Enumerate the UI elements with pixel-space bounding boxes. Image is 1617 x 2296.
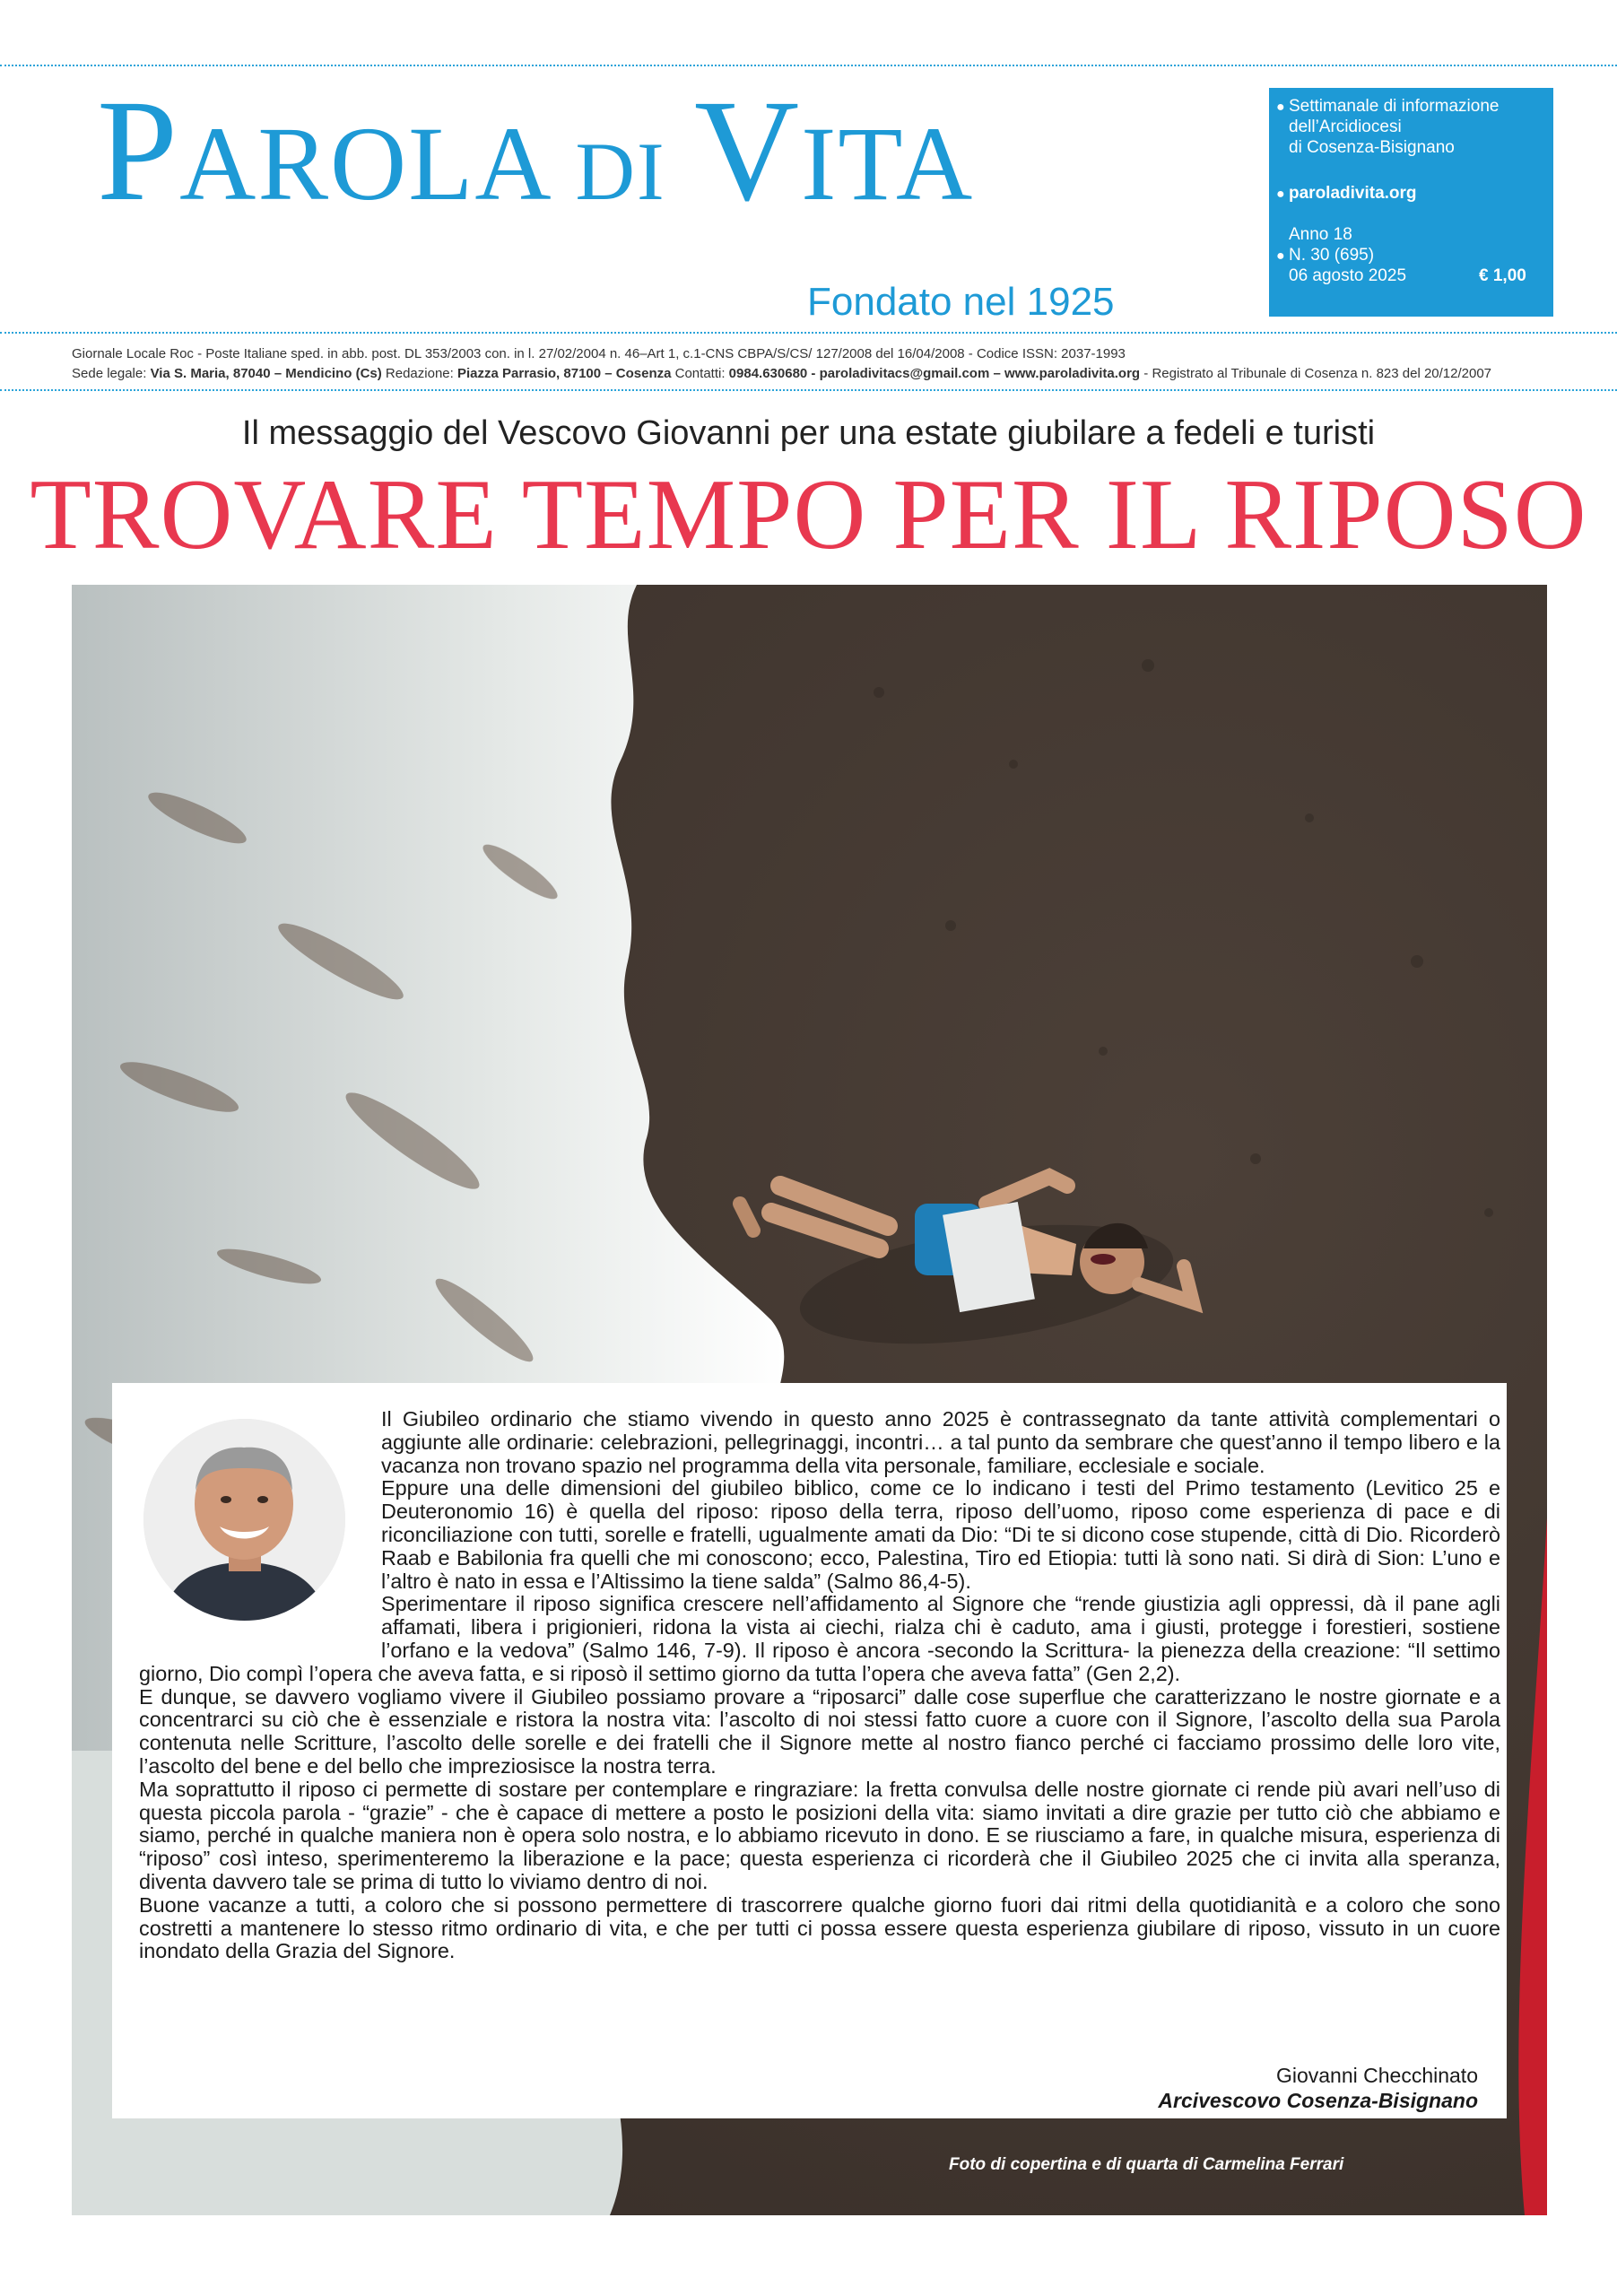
signature bbox=[1158, 2063, 1478, 2113]
legal-bottom-rule bbox=[0, 389, 1617, 391]
legal-line-1: Giornale Locale Roc - Poste Italiane sped. in abb. post. DL 353/2003 con. in l. 27/02/2004 n. 46–Art 1, c.1-CNS CBPA/S/CS/ 127/2008 del 16/04/2008 - Codice ISSN: 2037-1993 bbox=[72, 346, 1126, 361]
sede-label: Sede legale: bbox=[72, 366, 151, 381]
masthead-arola: AROLA bbox=[179, 105, 548, 222]
registrato-text: - Registrato al Tribunale di Cosenza n. 823 del 20/12/2007 bbox=[1140, 366, 1492, 381]
redazione-value: Piazza Parrasio, 87100 – Cosenza bbox=[456, 366, 672, 381]
article-paragraph-6: Buone vacanze a tutti, a coloro che si possono permettere di trascorrere qualche giorno fuori dai ritmi della quotidianità e a coloro che sono costretti a mantenere lo stesso ritmo ordinario di vita, e che per tutti ci possa essere questa esperienza giubilare di riposo, vissuto in un cuore inondato della Grazia del Signore. bbox=[139, 1892, 1500, 1963]
info-numero: N. 30 (695) bbox=[1289, 246, 1375, 265]
founded-tagline: Fondato nel 1925 bbox=[807, 280, 1115, 324]
info-description-line3: di Cosenza-Bisignano bbox=[1289, 138, 1455, 157]
masthead-bottom-rule bbox=[0, 332, 1617, 334]
article-paragraph-4: E dunque, se davvero vogliamo vivere il Giubileo possiamo provare a “riposarci” dalle cose superflue che caratterizzano le nostre giornate e a concentrarci su ciò che è essenziale e ristora la nostra vita: l’ascolto di noi stessi fatto cuore a cuore con il Signore, l’ascolto della sua Parola contenuta nelle Scritture, l’ascolto delle sorelle e dei fratelli che il Signore mette al nostro fianco perché ci facciamo prossimo delle loro vite, l’ascolto del bene e del bello che impreziosisce la nostra terra. bbox=[139, 1684, 1500, 1778]
legal-info bbox=[72, 344, 1552, 384]
masthead-info-box bbox=[1269, 88, 1553, 317]
author-name: Giovanni Checchinato bbox=[1275, 2064, 1478, 2087]
info-anno: Anno 18 bbox=[1289, 225, 1352, 244]
headline-kicker: Il messaggio del Vescovo Giovanni per una estate giubilare a fedeli e turisti bbox=[241, 414, 1376, 452]
masthead-di: DI bbox=[575, 126, 666, 217]
bullet-icon: ● bbox=[1276, 187, 1285, 202]
masthead-letter-p: P bbox=[97, 71, 180, 231]
contatti-value: 0984.630680 - paroladivitacs@gmail.com – www.paroladivita.org bbox=[728, 366, 1141, 381]
author-role: Arcivescovo Cosenza-Bisignano bbox=[1158, 2089, 1478, 2112]
article-paragraph-5: Ma soprattutto il riposo ci permette di sostare per contemplare e ringraziare: la fretta convulsa delle nostre giornate ci rende più avari nell’uso di questa piccola parola - “grazie” - che è capace di mettere a posto le posizioni della vita: siamo invitati a dire grazie per tutto ciò che abbiamo e siamo, perché in qualche maniera non è opera solo nostra, e lo abbiamo ricevuto in dono. E se riusciamo a fare, in qualche misura, esperienza di “riposo” così inteso, sperimenteremo la liberazione e la pace; questa esperienza ci ricorderà che il Giubileo 2025 che ci invita alla speranza, diventa davvero tale se prima di tutto lo viviamo dentro di noi. bbox=[139, 1777, 1500, 1893]
top-dotted-rule bbox=[0, 65, 1617, 66]
masthead-title bbox=[97, 71, 1173, 231]
photo-credit: Foto di copertina e di quarta di Carmelina Ferrari bbox=[949, 2155, 1344, 2174]
main-headline: TROVARE TEMPO PER IL RIPOSO bbox=[30, 459, 1587, 570]
article-paragraph-3: Sperimentare il riposo significa crescere nell’affidamento al Signore che “rende giustizia agli oppressi, dà il pane agli affamati, libera i prigionieri, ridona la vista ai ciechi, rialza chi è caduto, ama i giusti, protegge i forestieri, sostiene l’orfano e la vedova” (Salmo 146, 7-9). Il riposo è ancora -secondo la Scrittura- la pienezza della creazione: “Il settimo giorno, Dio compì l’opera che aveva fatta, e si riposò il settimo giorno da tutta l’opera che aveva fatta” (Gen 2,2). bbox=[139, 1592, 1500, 1685]
legal-line-2 bbox=[72, 364, 1552, 384]
article-paragraph-2: Eppure una delle dimensioni del giubileo biblico, come ce lo indicano i testi del Primo testamento (Levitico 25 e Deuteronomio 16) è quella del riposo: riposo della terra, riposo dell’uomo, riposo come esperienza di pace e di riconciliazione con tutti, sorelle e fratelli, ugualmente amati da Dio: “Di te si dicono cose stupende, città di Dio. Ricorderò Raab e Babilonia fra quelli che mi conoscono; ecco, Palestina, Tiro ed Etiopia: tutti là sono nati. Si dirà di Sion: L’uno e l’altro è nato in essa e l’Altissimo la tiene salda” (Salmo 86,4-5). bbox=[381, 1476, 1500, 1593]
sede-value: Via S. Maria, 87040 – Mendicino (Cs) bbox=[150, 366, 382, 381]
info-data: 06 agosto 2025 bbox=[1289, 266, 1407, 285]
info-website[interactable]: paroladivita.org bbox=[1289, 184, 1417, 203]
contatti-label: Contatti: bbox=[671, 366, 729, 381]
info-description-line1: Settimanale di informazione bbox=[1289, 97, 1500, 116]
masthead-ita: ITA bbox=[801, 105, 975, 222]
masthead-letter-v: V bbox=[694, 71, 802, 231]
article-body bbox=[139, 1408, 1500, 1963]
article-paragraph-1: Il Giubileo ordinario che stiamo vivendo in questo anno 2025 è contrassegnato da tante attività complementari o aggiunte alle ordinarie: celebrazioni, pellegrinaggi, incontri… a tal punto da sembrare che quest’anno il tempo libero e la vacanza non trovano spazio nel programma della vita personale, familiare, ecclesiale e sociale. bbox=[381, 1407, 1500, 1477]
info-description-line2: dell’Arcidiocesi bbox=[1289, 117, 1402, 136]
article-box bbox=[112, 1383, 1507, 2118]
bullet-icon: ● bbox=[1276, 100, 1285, 115]
redazione-label: Redazione: bbox=[381, 366, 457, 381]
bullet-icon: ● bbox=[1276, 248, 1285, 264]
info-prezzo: € 1,00 bbox=[1479, 266, 1526, 285]
